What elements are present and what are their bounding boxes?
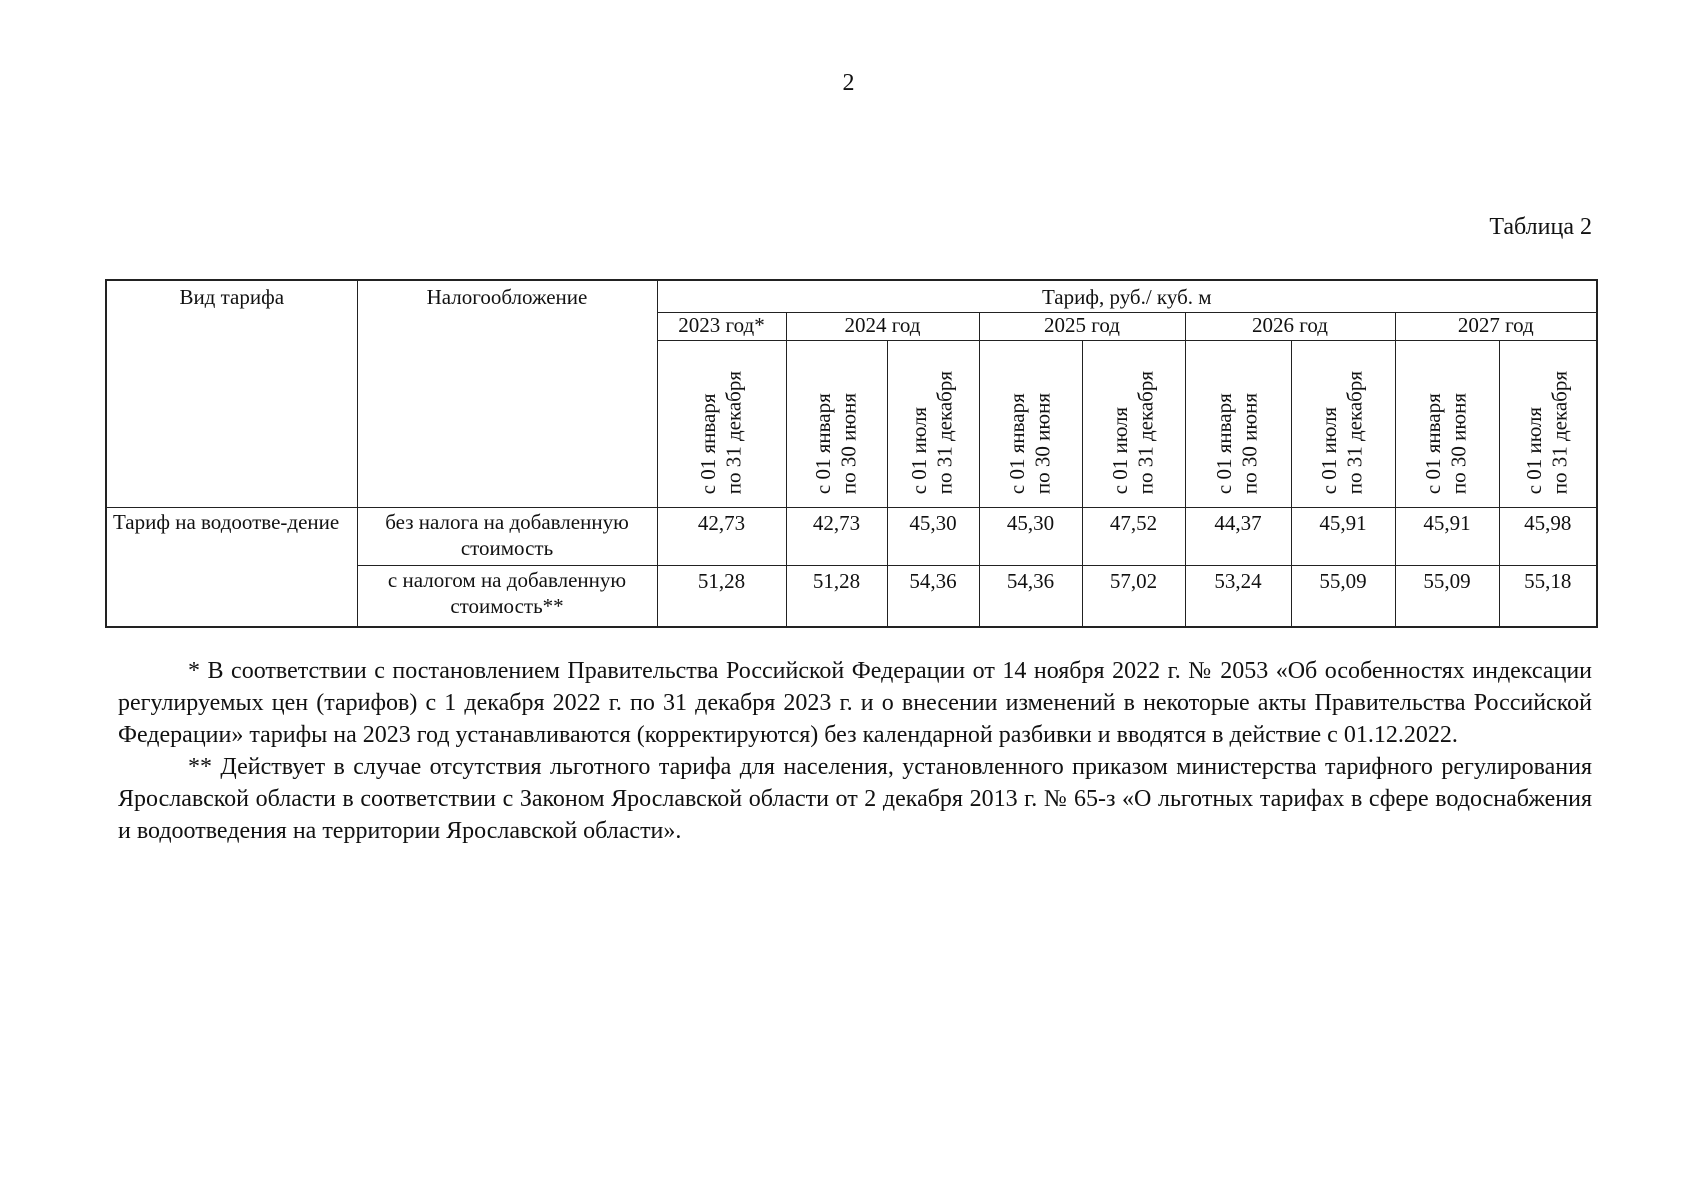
tariff-table [105, 279, 1598, 628]
tax-cell: с налогом на добавленную стоимость** [357, 566, 657, 628]
table-label: Таблица 2 [1489, 214, 1592, 240]
page-number: 2 [842, 70, 855, 96]
period-line2: по 30 июня [1238, 393, 1262, 495]
value-cell: 54,36 [979, 566, 1082, 628]
period-line1: с 01 июля [1317, 407, 1342, 495]
period-header [1291, 341, 1395, 508]
row-kind-cell: Тариф на водоотве-дение [106, 508, 357, 628]
year-2026: 2026 год [1185, 313, 1395, 341]
value-cell: 55,18 [1499, 566, 1597, 628]
value-cell: 45,30 [887, 508, 979, 566]
value-cell: 47,52 [1082, 508, 1185, 566]
footnote-1: * В соответствии с постановлением Правительства Российской Федерации от 14 ноября 2022 г. № 2053 «Об особенностях индексации регулируемых цен (тарифов) с 1 декабря 2022 г. по 31 декабря 2023 г. и о внесении изменений в некоторые акты Правительства Российской Федерации» тарифы на 2023 год устанавливаются (корректируются) без календарной разбивки и вводятся в действие с 01.12.2022. [118, 658, 1592, 748]
value-cell: 42,73 [786, 508, 887, 566]
header-tax: Налогообложение [357, 280, 657, 508]
period-header [657, 341, 786, 508]
footnote-2: ** Действует в случае отсутствия льготного тарифа для населения, установленного приказом министерства тарифного регулирования Ярославской области в соответствии с Законом Ярославской области от 2 декабря 2013 г. № 65-з «О льготных тарифах в сфере водоснабжения и водоотведения на территории Ярославской области». [118, 754, 1592, 844]
value-cell: 55,09 [1395, 566, 1499, 628]
year-2027: 2027 год [1395, 313, 1597, 341]
value-cell: 45,30 [979, 508, 1082, 566]
period-header [1185, 341, 1291, 508]
footnotes [118, 655, 1592, 847]
period-line2: по 30 июня [1030, 393, 1055, 495]
period-line2: по 31 декабря [1343, 371, 1367, 495]
value-cell: 45,91 [1291, 508, 1395, 566]
period-line2: по 31 декабря [933, 371, 957, 495]
period-line2: по 31 декабря [1547, 371, 1572, 495]
header-tariff: Тариф, руб./ куб. м [657, 280, 1597, 313]
value-cell: 57,02 [1082, 566, 1185, 628]
period-line2: по 31 декабря [721, 371, 746, 495]
year-2024: 2024 год [786, 313, 979, 341]
period-header [786, 341, 887, 508]
value-cell: 42,73 [657, 508, 786, 566]
period-line1: с 01 июля [1107, 407, 1132, 495]
period-header [1395, 341, 1499, 508]
period-line2: по 30 июня [836, 393, 861, 495]
year-2023: 2023 год* [657, 313, 786, 341]
period-line2: по 30 июня [1447, 393, 1471, 495]
value-cell: 44,37 [1185, 508, 1291, 566]
period-header [1082, 341, 1185, 508]
period-header [979, 341, 1082, 508]
value-cell: 53,24 [1185, 566, 1291, 628]
value-cell: 54,36 [887, 566, 979, 628]
table-row [106, 508, 1597, 566]
period-line1: с 01 января [695, 393, 720, 495]
period-line1: с 01 января [1421, 393, 1446, 495]
period-line1: с 01 января [810, 393, 835, 495]
value-cell: 55,09 [1291, 566, 1395, 628]
header-kind: Вид тарифа [106, 280, 357, 508]
period-line2: по 31 декабря [1133, 371, 1158, 495]
period-line1: с 01 июля [907, 407, 932, 495]
period-line1: с 01 января [1212, 393, 1237, 495]
value-cell: 51,28 [657, 566, 786, 628]
value-cell: 51,28 [786, 566, 887, 628]
value-cell: 45,91 [1395, 508, 1499, 566]
period-line1: с 01 января [1004, 393, 1029, 495]
value-cell: 45,98 [1499, 508, 1597, 566]
period-header [1499, 341, 1597, 508]
period-header [887, 341, 979, 508]
period-line1: с 01 июля [1522, 407, 1547, 495]
tax-cell: без налога на добавленную стоимость [357, 508, 657, 566]
year-2025: 2025 год [979, 313, 1185, 341]
